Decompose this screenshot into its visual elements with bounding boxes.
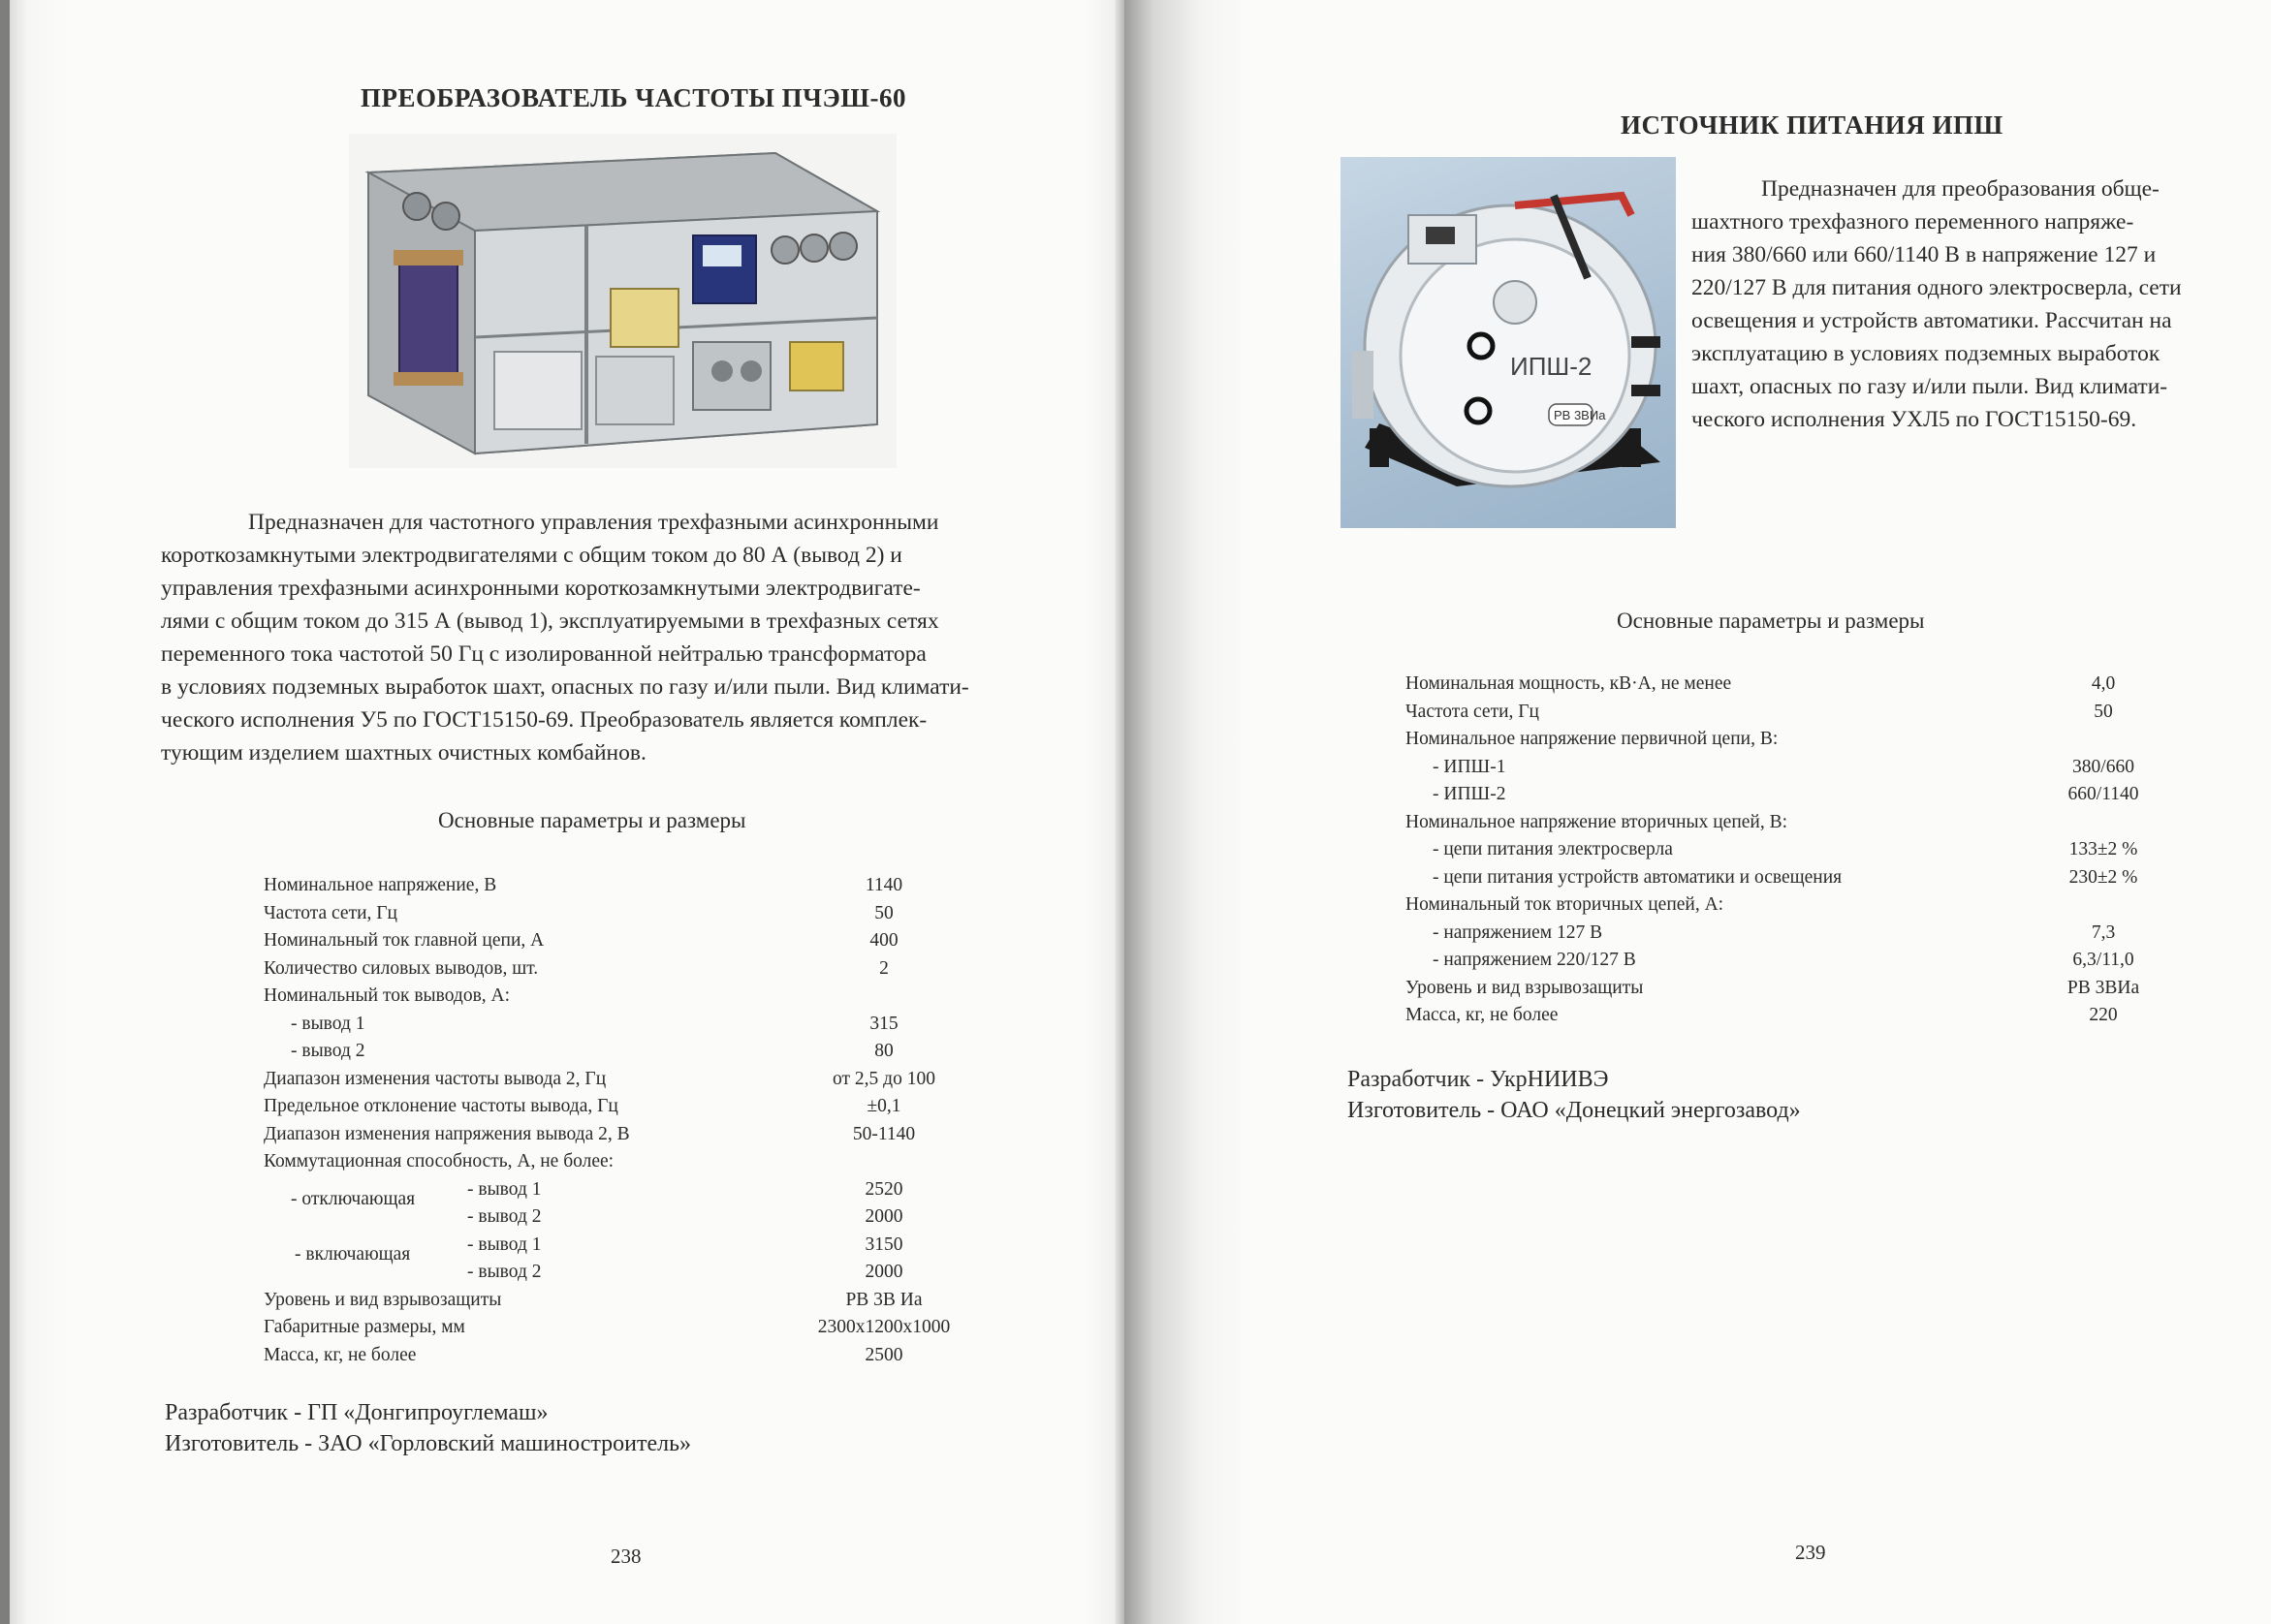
right-params-table — [1405, 671, 2200, 1039]
param-value: 2520 — [865, 1178, 903, 1200]
param-label: - вывод 1 — [291, 1013, 365, 1034]
param-value: 2300х1200х1000 — [817, 1317, 951, 1337]
right-credits — [1347, 1064, 1801, 1126]
param-value: 50-1140 — [852, 1123, 916, 1144]
param-value: 80 — [874, 1041, 894, 1061]
right-description-line: эксплуатацию в условиях подземных выработок — [1691, 341, 2161, 366]
param-label: - ИПШ-1 — [1433, 756, 1506, 777]
param-value: 4,0 — [2091, 673, 2116, 694]
explosion-protection-badge: РВ 3ВИа — [1554, 408, 1606, 422]
param-label: Коммутационная способность, А, не более: — [264, 1151, 615, 1171]
device-label: ИПШ-2 — [1510, 352, 1593, 381]
left-params-table — [264, 872, 1039, 1376]
left-description-line: в условиях подземных выработок шахт, опасных по газу и/или пыли. Вид климати- — [161, 674, 969, 700]
param-value: 133±2 % — [2068, 839, 2138, 859]
param-label: - вывод 2 — [467, 1262, 542, 1282]
param-value: 230±2 % — [2068, 866, 2138, 888]
power-source-photo — [1341, 157, 1676, 528]
param-label: - ИПШ-2 — [1433, 784, 1506, 804]
param-label: - цепи питания устройств автоматики и освещения — [1433, 866, 1843, 888]
param-value: 2000 — [865, 1262, 903, 1282]
right-params-heading: Основные параметры и размеры — [1617, 609, 1925, 633]
right-description-line: ческого исполнения УХЛ5 по ГОСТ15150-69. — [1691, 407, 2137, 432]
left-description-line: управления трехфазными асинхронными короткозамкнутыми электродвигате- — [161, 576, 921, 601]
right-description-line: освещения и устройств автоматики. Рассчитан на — [1691, 308, 2172, 333]
param-label: - вывод 2 — [291, 1041, 365, 1061]
param-label: - вывод 2 — [467, 1206, 542, 1227]
right-description-text: Предназначен для преобразования обще- — [1761, 176, 2160, 202]
left-description-line: короткозамкнутыми электродвигателями с общим током до 80 А (вывод 2) и — [161, 543, 902, 568]
left-credits — [165, 1397, 691, 1459]
param-value: 2500 — [865, 1344, 903, 1365]
param-value: от 2,5 до 100 — [833, 1068, 935, 1089]
param-label: Уровень и вид взрывозащиты — [264, 1289, 502, 1310]
manufacturer-line: Изготовитель - ЗАО «Горловский машиностроитель» — [165, 1431, 692, 1456]
param-value: 2 — [879, 957, 889, 979]
right-description-line: шахтного трехфазного переменного напряже- — [1691, 209, 2134, 234]
left-params-heading: Основные параметры и размеры — [438, 808, 746, 832]
param-label: Диапазон изменения частоты вывода 2, Гц — [264, 1068, 607, 1089]
param-value: ±0,1 — [867, 1096, 901, 1116]
developer-line: Разработчик - УкрНИИВЭ — [1347, 1067, 1609, 1092]
frequency-converter-photo — [349, 134, 897, 468]
param-label: Масса, кг, не более — [264, 1344, 417, 1365]
param-label: Номинальный ток вторичных цепей, А: — [1405, 894, 1724, 915]
param-value: 220 — [2089, 1005, 2118, 1025]
param-label: Номинальная мощность, кВ·А, не менее — [1405, 673, 1732, 694]
right-description-line — [1691, 172, 2268, 205]
param-label: - вывод 1 — [467, 1178, 542, 1200]
param-label: - цепи питания электросверла — [1433, 839, 1673, 859]
param-value: 50 — [2094, 701, 2113, 722]
param-value: 1140 — [865, 875, 903, 895]
page-number-left: 238 — [611, 1545, 642, 1568]
param-label: Масса, кг, не более — [1405, 1005, 1559, 1025]
param-label: Номинальное напряжение первичной цепи, В: — [1405, 729, 1779, 749]
param-label: - вывод 1 — [467, 1234, 542, 1255]
right-page-title: ИСТОЧНИК ПИТАНИЯ ИПШ — [1621, 110, 2003, 140]
param-value: 660/1140 — [2067, 784, 2139, 804]
param-label: Частота сети, Гц — [264, 902, 397, 923]
page-number-right: 239 — [1795, 1541, 1826, 1564]
param-value: 315 — [869, 1013, 899, 1034]
left-description-line — [161, 506, 1087, 539]
param-value: 6,3/11,0 — [2072, 950, 2134, 970]
param-label: Габаритные размеры, мм — [264, 1317, 465, 1337]
left-description-line: ческого исполнения У5 по ГОСТ15150-69. Преобразователь является комплек- — [161, 707, 928, 733]
param-value: РВ 3ВИа — [2066, 977, 2140, 998]
param-label: Уровень и вид взрывозащиты — [1405, 977, 1644, 998]
param-value: 7,3 — [2091, 921, 2116, 943]
param-label: Номинальное напряжение вторичных цепей, В: — [1405, 811, 1788, 832]
left-description-line: лями с общим током до 315 А (вывод 1), эксплуатируемыми в трехфазных сетях — [161, 609, 939, 634]
param-label: Предельное отклонение частоты вывода, Гц — [264, 1096, 618, 1116]
param-value: 50 — [874, 902, 894, 923]
param-value: РВ 3В Иа — [845, 1289, 923, 1310]
param-value: 380/660 — [2072, 756, 2134, 777]
param-value: 400 — [869, 930, 899, 951]
developer-line: Разработчик - ГП «Донгипроуглемаш» — [165, 1400, 549, 1425]
param-label: Количество силовых выводов, шт. — [264, 957, 539, 979]
param-label: Диапазон изменения напряжения вывода 2, В — [264, 1123, 630, 1144]
param-label: Номинальное напряжение, В — [264, 875, 497, 895]
param-label: Частота сети, Гц — [1405, 701, 1539, 722]
frequency-converter-illustration — [349, 134, 897, 468]
right-description-line: шахт, опасных по газу и/или пыли. Вид климати- — [1691, 374, 2168, 399]
left-page-title: ПРЕОБРАЗОВАТЕЛЬ ЧАСТОТЫ ПЧЭШ-60 — [361, 83, 906, 112]
param-label: Номинальный ток главной цепи, А — [264, 930, 545, 951]
group-label-connecting: - включающая — [295, 1244, 411, 1265]
param-label: - напряжением 127 В — [1433, 921, 1603, 943]
group-label-disconnecting: - отключающая — [291, 1189, 416, 1209]
left-description — [161, 506, 1087, 769]
left-description-line: тующим изделием шахтных очистных комбайнов. — [161, 740, 647, 765]
right-description — [1691, 172, 2268, 436]
param-label: - напряжением 220/127 В — [1433, 950, 1636, 970]
left-description-line: переменного тока частотой 50 Гц с изолированной нейтралью трансформатора — [161, 641, 927, 667]
right-description-line: 220/127 В для питания одного электросверла, сети — [1691, 275, 2182, 300]
manufacturer-line: Изготовитель - ОАО «Донецкий энергозавод» — [1347, 1098, 1801, 1123]
param-label: Номинальный ток выводов, А: — [264, 985, 511, 1006]
param-value: 3150 — [865, 1234, 903, 1255]
left-description-text: Предназначен для частотного управления трехфазными асинхронными — [248, 510, 939, 535]
power-source-illustration — [1341, 157, 1676, 528]
param-value: 2000 — [865, 1206, 903, 1227]
right-description-line: ния 380/660 или 660/1140 В в напряжение 127 и — [1691, 242, 2157, 267]
